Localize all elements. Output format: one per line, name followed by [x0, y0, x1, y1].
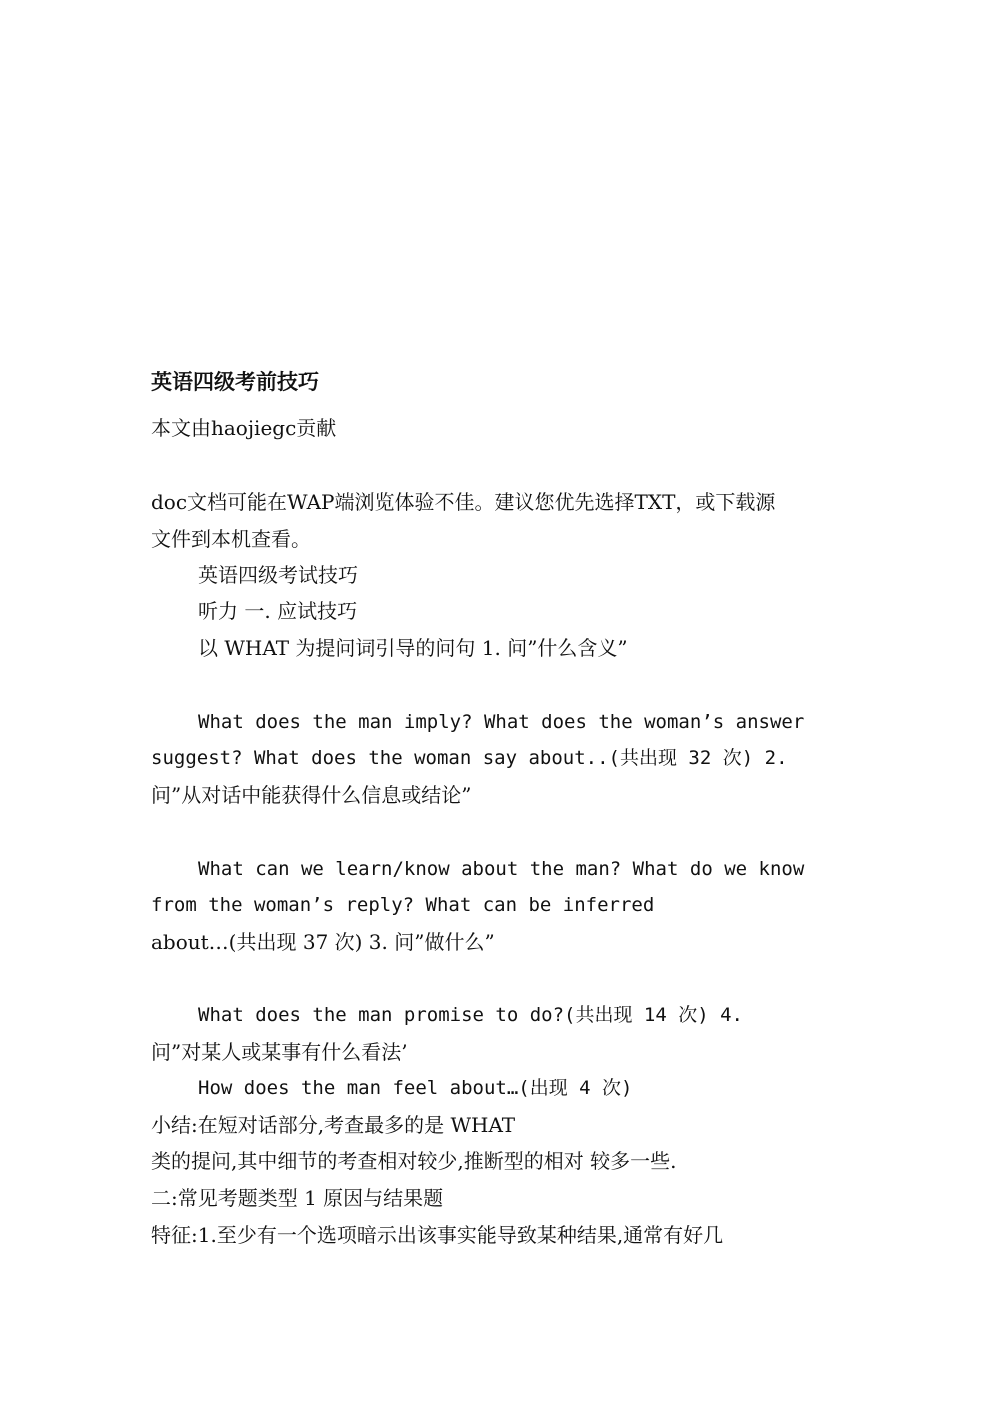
contributor-line: 本文由haojiegc贡献 [151, 416, 337, 440]
text-line: 特征:1.至少有一个选项暗示出该事实能导致某种结果,通常有好几 [151, 1223, 724, 1247]
text-line: What does the man promise to do?(共出现 14 次) 4. [198, 1004, 743, 1026]
document-title: 英语四级考前技巧 [151, 369, 319, 394]
text-line: 问”从对话中能获得什么信息或结论” [151, 783, 472, 807]
text-line: suggest? What does the woman say about..(共出现 32 次) 2. [151, 747, 788, 769]
text-line: How does the man feel about…(出现 4 次) [198, 1077, 633, 1099]
text-line: 英语四级考试技巧 [198, 563, 358, 587]
text-line: What can we learn/know about the man? What do we know [198, 858, 805, 880]
text-line: doc文档可能在WAP端浏览体验不佳。建议您优先选择TXT，或下载源 [151, 490, 776, 514]
text-line: 文件到本机查看。 [151, 527, 311, 551]
text-line: What does the man imply? What does the woman’s answer [198, 711, 805, 733]
text-line: 小结:在短对话部分,考查最多的是 WHAT [151, 1113, 516, 1137]
text-line: from the woman’s reply? What can be inferred [151, 894, 655, 916]
text-line: 二:常见考题类型 1 原因与结果题 [151, 1186, 444, 1210]
text-line: 类的提问,其中细节的考查相对较少,推断型的相对 较多一些. [151, 1149, 677, 1173]
text-line: 问”对某人或某事有什么看法’ [151, 1040, 408, 1064]
text-line: about…(共出现 37 次) 3. 问”做什么” [151, 930, 495, 954]
text-line: 听力 一. 应试技巧 [198, 599, 358, 623]
text-line: 以 WHAT 为提问词引导的问句 1. 问”什么含义” [198, 636, 628, 660]
